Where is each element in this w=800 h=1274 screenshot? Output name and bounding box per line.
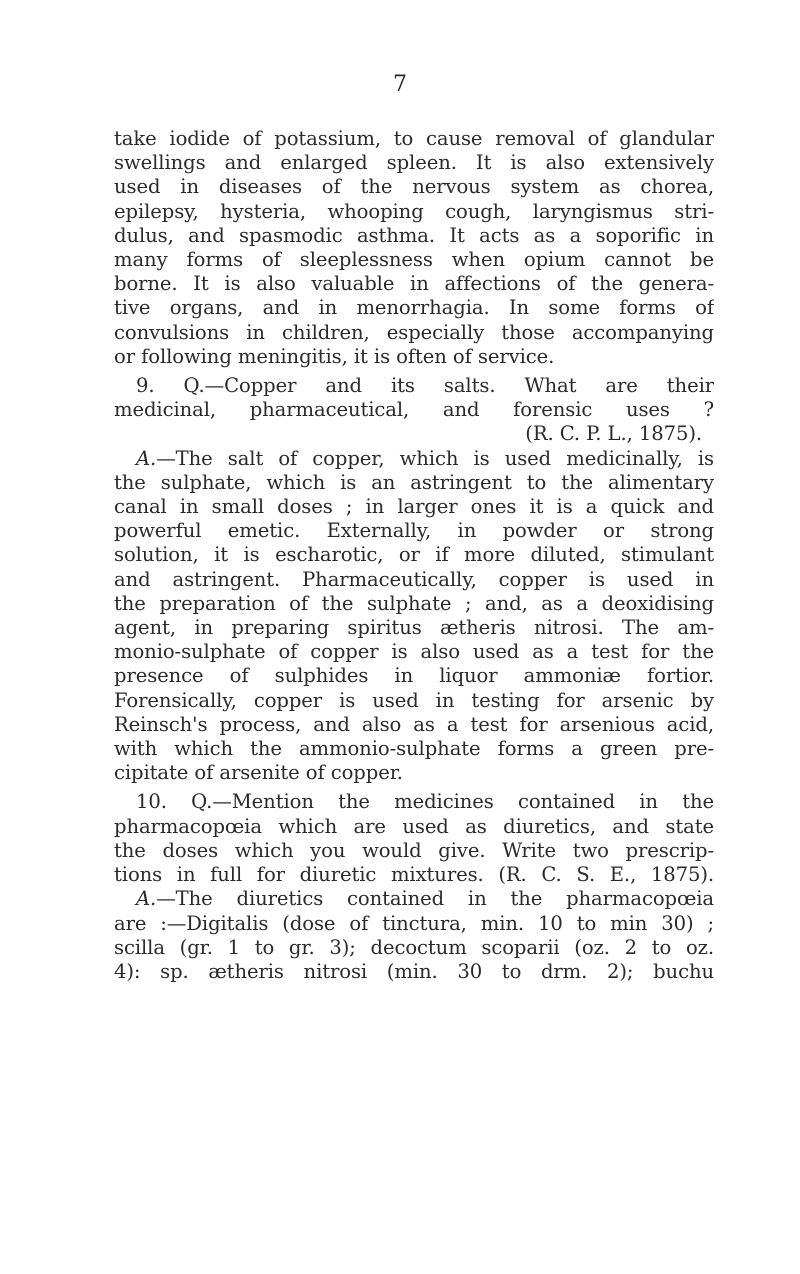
text-line: are :—Digitalis (dose of tinctura, min. 10 to min 30) ;	[114, 911, 714, 935]
text-line: convulsions in children, especially those accompanying	[114, 320, 714, 344]
text-line: solution, it is escharotic, or if more diluted, stimulant	[114, 543, 714, 567]
text-line: Reinsch's process, and also as a test for arsenious acid,	[114, 712, 714, 736]
text-line: monio-sulphate of copper is also used as a test for the	[114, 640, 714, 664]
text-line: epilepsy, hysteria, whooping cough, laryngismus stri-	[114, 199, 714, 223]
paragraph-iodide-uses	[114, 127, 714, 369]
answer-9	[114, 447, 714, 786]
answer-first-line	[114, 887, 714, 911]
text-line: dulus, and spasmodic asthma. It acts as a soporific in	[114, 223, 714, 247]
text-line: with which the ammonio-sulphate forms a green pre-	[114, 737, 714, 761]
text-line: the doses which you would give. Write two prescrip-	[114, 838, 714, 862]
text-line: tive organs, and in menorrhagia. In some forms of	[114, 296, 714, 320]
text-line: —The salt of copper, which is used medicinally, is	[156, 446, 714, 470]
text-line: medicinal, pharmaceutical, and forensic uses ?	[114, 398, 714, 422]
text-line: Forensically, copper is used in testing for arsenic by	[114, 688, 714, 712]
answer-label: A.	[136, 887, 157, 911]
question-10	[114, 790, 714, 887]
text-line: take iodide of potassium, to cause removal of glandular	[114, 127, 714, 150]
answer-first-line	[114, 447, 714, 471]
text-line: powerful emetic. Externally, in powder or strong	[114, 519, 714, 543]
text-line: canal in small doses ; in larger ones it is a quick and	[114, 495, 714, 519]
text-line: 4): sp. ætheris nitrosi (min. 30 to drm. 2); buchu	[114, 959, 714, 983]
page-number: 7	[393, 72, 407, 97]
text-line: and astringent. Pharmaceutically, copper is used in	[114, 567, 714, 591]
text-line: the sulphate, which is an astringent to the alimentary	[114, 470, 714, 494]
text-line: tions in full for diuretic mixtures. (R. C. S. E., 1875).	[114, 863, 714, 887]
text-line: used in diseases of the nervous system as chorea,	[114, 175, 714, 199]
answer-label: A.	[136, 446, 157, 470]
body-text	[114, 127, 714, 984]
text-line: scilla (gr. 1 to gr. 3); decoctum scoparii (oz. 2 to oz.	[114, 935, 714, 959]
answer-10	[114, 887, 714, 984]
text-line: agent, in preparing spiritus ætheris nitrosi. The am-	[114, 616, 714, 640]
text-line: the preparation of the sulphate ; and, as a deoxidising	[114, 591, 714, 615]
text-line: cipitate of arsenite of copper.	[114, 761, 403, 785]
text-line: many forms of sleeplessness when opium cannot be	[114, 248, 714, 272]
text-line: 9. Q.—Copper and its salts. What are their	[136, 374, 714, 398]
text-line: 10. Q.—Mention the medicines contained in the	[136, 790, 714, 814]
question-source: (R. C. P. L., 1875).	[525, 422, 702, 446]
text-line: —The diuretics contained in the pharmacopœia	[156, 887, 714, 911]
text-line: pharmacopœia which are used as diuretics, and state	[114, 814, 714, 838]
question-9	[114, 374, 714, 447]
text-line: borne. It is also valuable in affections of the genera-	[114, 272, 714, 296]
text-line: swellings and enlarged spleen. It is also extensively	[114, 151, 714, 175]
text-line: presence of sulphides in liquor ammoniæ fortior.	[114, 664, 714, 688]
text-line: or following meningitis, it is often of service.	[114, 344, 555, 368]
